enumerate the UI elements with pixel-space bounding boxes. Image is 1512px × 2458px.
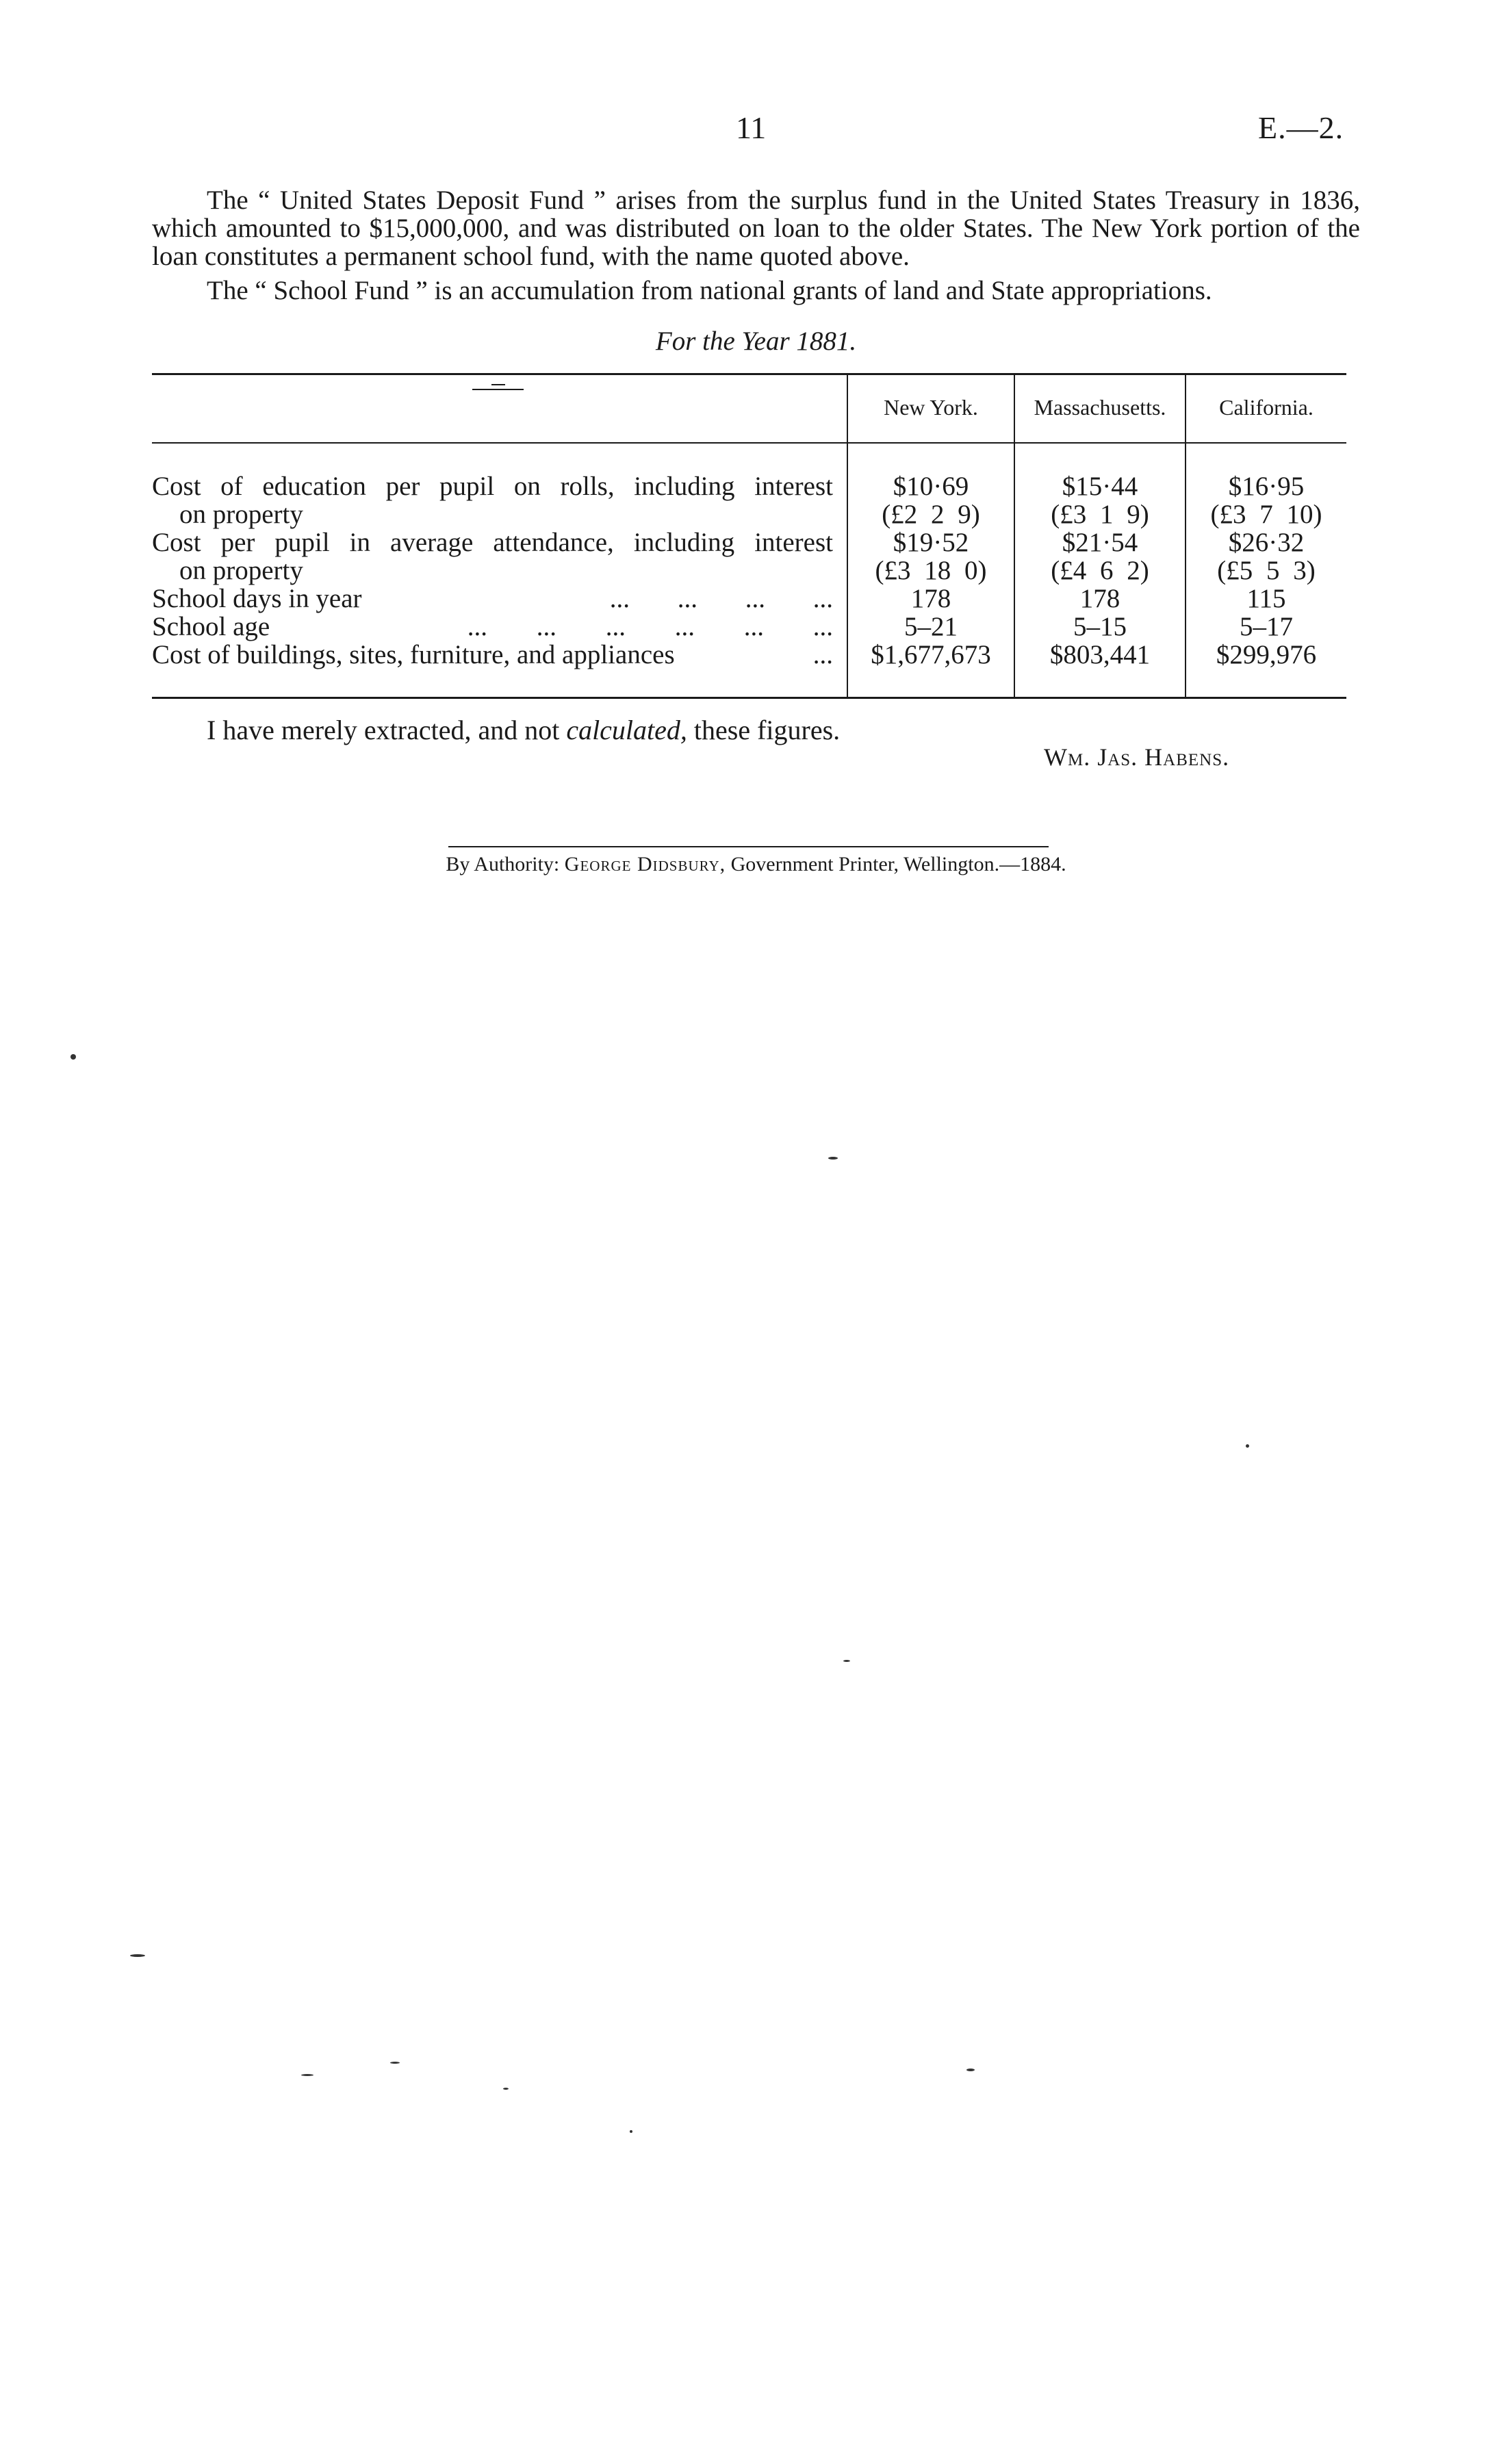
page-number: 11 [736,110,767,145]
imprint-suffix: Government Printer, Wellington.—1884. [730,853,1066,875]
table-cell: $803,441 [1049,640,1151,669]
paragraph-school-fund: The “ School Fund ” is an accumulation from national grants of land and State appropriations. [207,276,1212,305]
table-bottom-rule [152,697,1346,699]
row-label-text: School days in year [152,584,362,613]
scan-speck [843,1660,850,1662]
table-cell: 115 [1246,584,1286,613]
dot-leaders: ... ... ... ... ... ... [467,612,833,641]
row-label-text: Cost of buildings, sites, furniture, and appliances [152,640,675,669]
row-label-with-leaders [152,641,833,669]
row-label-with-leaders [152,585,833,613]
note-emphasis: calculated, [566,715,687,745]
table-cell: 5–21 [904,612,958,641]
blank-column-header-dash [491,384,505,385]
column-header-california: California. [1219,395,1314,420]
document-reference: E.—2. [1258,110,1344,145]
scan-speck [71,1054,76,1060]
table-cell: $299,976 [1216,640,1317,669]
table-cell: $26·32 [1228,528,1305,557]
row-label-text: School age [152,612,270,641]
scan-speck [966,2069,975,2071]
table-cell: (£2 2 9) [882,500,980,529]
table-cell: 5–17 [1240,612,1293,641]
signature: Wm. Jas. Habens. [1044,743,1230,771]
blank-column-header-dash [472,389,524,390]
table-cell: (£4 6 2) [1051,556,1149,585]
table-top-rule [152,373,1346,375]
scan-speck [828,1157,838,1160]
row-label-line: on property [179,500,303,529]
row-label-line: on property [179,556,303,585]
table-row-label [152,472,833,528]
note-text: I have merely extracted, and not [207,715,567,745]
table-row-label [152,641,833,669]
scan-speck [503,2088,509,2090]
table-cell: $10·69 [893,472,969,501]
imprint [0,853,1512,876]
dot-leaders: ... [812,640,833,669]
table-cell: $16·95 [1228,472,1305,501]
table-row-label [152,585,833,613]
table-row-label [152,528,833,585]
scan-speck [1246,1444,1249,1448]
row-label-line: Cost of education per pupil on rolls, including interest [152,472,833,501]
table-cell: (£3 7 10) [1210,500,1322,529]
table-cell: 178 [910,584,951,613]
row-label-with-leaders [152,613,833,641]
scan-speck [390,2062,400,2064]
dot-leaders: ... ... ... ... [609,584,833,613]
scan-speck [630,2130,632,2133]
table-cell: $15·44 [1062,472,1138,501]
column-header-massachusetts: Massachusetts. [1034,395,1166,420]
table-cell: $21·54 [1062,528,1138,557]
imprint-rule [448,846,1049,847]
table-cell: $19·52 [893,528,969,557]
note-text: these figures. [687,715,841,745]
table-cell: 5–15 [1073,612,1127,641]
paragraph-deposit-fund: The “ United States Deposit Fund ” arises from the surplus fund in the United States Treasury in 1836, which amounted to $15,000,000, and was distributed on loan to the older States. The New York portion of the loan constitutes a permanent school fund, with the name quoted above. [152,185,1360,271]
table-row-label [152,613,833,641]
imprint-prefix: By Authority: [446,853,560,875]
note [207,714,840,746]
row-label-line: Cost per pupil in average attendance, including interest [152,528,833,557]
scan-speck [301,2074,313,2076]
imprint-printer: George Didsbury, [564,853,726,875]
column-header-new-york: New York. [884,395,978,420]
table-cell: (£3 1 9) [1051,500,1149,529]
table-cell: $1,677,673 [871,640,991,669]
table-header-rule [152,442,1346,444]
scan-speck [130,1954,145,1957]
table-cell: (£5 5 3) [1217,556,1316,585]
table-cell: 178 [1079,584,1120,613]
table-cell: (£3 18 0) [875,556,987,585]
table-title: For the Year 1881. [655,327,857,356]
